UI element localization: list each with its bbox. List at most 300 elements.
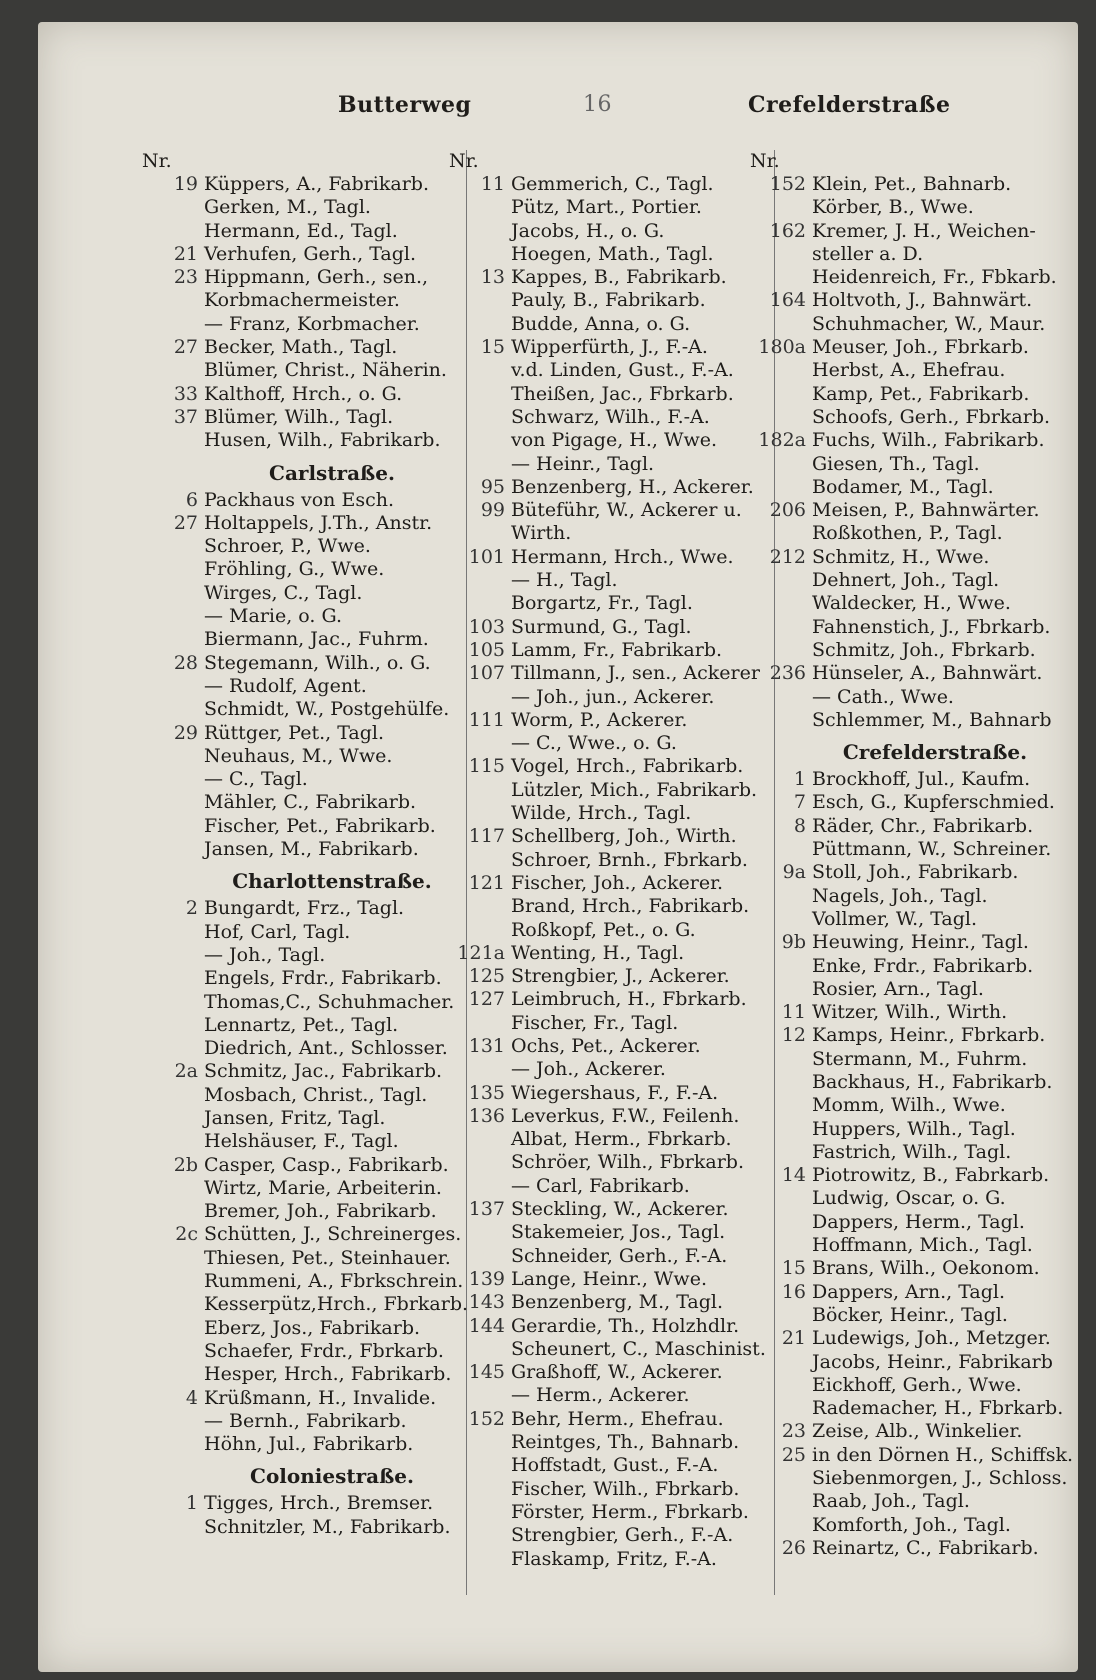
resident-entry: Stegemann, Wilh., o. G.	[204, 651, 431, 674]
resident-entry: Dehnert, Joh., Tagl.	[812, 569, 1000, 592]
resident-entry: Husen, Wilh., Fabrikarb.	[204, 429, 441, 452]
directory-entry	[750, 1141, 1080, 1164]
resident-entry: Lamm, Fr., Fabrikarb.	[511, 638, 723, 661]
directory-entry	[449, 1151, 779, 1174]
resident-entry: Albat, Herm., Fbrkarb.	[511, 1128, 732, 1151]
resident-entry: Benzenberg, H., Ackerer.	[511, 475, 754, 498]
house-number: 6	[185, 488, 198, 511]
house-number: 105	[468, 638, 505, 661]
directory-entry	[750, 196, 1080, 219]
directory-entry	[449, 616, 779, 639]
house-number: 236	[769, 662, 806, 685]
house-number: 152	[769, 173, 806, 195]
resident-entry: Packhaus von Esch.	[204, 488, 394, 511]
resident-entry: Wirtz, Marie, Arbeiterin.	[204, 1176, 442, 1199]
directory-entry	[750, 592, 1080, 615]
directory-entry	[750, 768, 1080, 791]
directory-entry	[449, 872, 779, 895]
directory-entry	[750, 173, 1080, 196]
directory-entry	[750, 1094, 1080, 1117]
resident-entry: Ochs, Pet., Ackerer.	[511, 1034, 701, 1057]
resident-entry: Meuser, Joh., Fbrkarb.	[812, 336, 1029, 359]
directory-entry	[750, 1397, 1080, 1420]
house-number: 9b	[781, 931, 806, 954]
resident-entry: Theißen, Jac., Fbrkarb.	[511, 382, 734, 405]
house-number: 15	[480, 336, 505, 359]
resident-entry: Giesen, Th., Tagl.	[812, 452, 980, 475]
resident-entry: Wiegershaus, F., F.-A.	[511, 1081, 719, 1104]
resident-entry: Thomas,C., Schuhmacher.	[204, 990, 455, 1013]
resident-entry: Jacobs, H., o. G.	[511, 219, 665, 242]
directory-entry	[750, 1048, 1080, 1071]
resident-entry: steller a. D.	[812, 242, 924, 265]
resident-entry: Pauly, B., Fabrikarb.	[511, 289, 706, 312]
directory-entry	[449, 313, 779, 336]
house-number: 111	[468, 708, 505, 731]
directory-entry	[449, 476, 779, 499]
directory-entry	[142, 1516, 482, 1539]
resident-entry: Becker, Math., Tagl.	[204, 336, 398, 359]
house-number: 137	[468, 1198, 505, 1221]
directory-entry	[449, 499, 779, 522]
directory-entry	[449, 220, 779, 243]
resident-entry: — C., Wwe., o. G.	[511, 732, 677, 755]
resident-entry: Blümer, Wilh., Tagl.	[204, 405, 394, 428]
resident-entry: Schmitz, H., Wwe.	[812, 545, 990, 568]
directory-entry	[449, 1268, 779, 1291]
resident-entry: Siebenmorgen, J., Schloss.	[812, 1467, 1068, 1490]
resident-entry: Höhn, Jul., Fabrikarb.	[204, 1433, 414, 1456]
directory-entry	[449, 965, 779, 988]
directory-entry	[142, 815, 482, 838]
resident-entry: Schwarz, Wilh., F.-A.	[511, 405, 710, 428]
directory-entry	[750, 1211, 1080, 1234]
resident-entry: Fastrich, Wilh., Tagl.	[812, 1140, 1012, 1163]
directory-entry	[142, 582, 482, 605]
resident-entry: Eickhoff, Gerh., Wwe.	[812, 1373, 1022, 1396]
resident-entry: Heidenreich, Fr., Fbkarb.	[812, 266, 1057, 289]
house-number: 144	[468, 1314, 505, 1337]
house-number: 107	[468, 662, 505, 685]
directory-entry	[142, 745, 482, 768]
directory-entry	[449, 1245, 779, 1268]
resident-entry: Schellberg, Joh., Wirth.	[511, 825, 737, 848]
directory-entry	[142, 359, 482, 382]
resident-entry: Raab, Joh., Tagl.	[812, 1490, 970, 1513]
resident-entry: Schroer, Brnh., Fbrkarb.	[511, 848, 748, 871]
resident-entry: Kremer, J. H., Weichen-	[812, 219, 1036, 242]
directory-entry	[750, 1304, 1080, 1327]
house-number: 37	[173, 405, 198, 428]
directory-entry	[750, 662, 1080, 685]
directory-column-1	[142, 150, 482, 1539]
directory-entry	[142, 1340, 482, 1363]
resident-entry: Surmund, G., Tagl.	[511, 615, 692, 638]
resident-entry: Lange, Heinr., Wwe.	[511, 1267, 707, 1290]
resident-entry: Momm, Wilh., Wwe.	[812, 1094, 1006, 1117]
directory-entry	[449, 1431, 779, 1454]
resident-entry: Küppers, A., Fabrikarb.	[204, 173, 430, 195]
house-number: 1	[185, 1492, 198, 1515]
resident-entry: Tigges, Hrch., Bremser.	[204, 1492, 434, 1515]
page-number: 16	[583, 92, 612, 117]
directory-entry	[750, 931, 1080, 954]
directory-entry	[750, 429, 1080, 452]
directory-entry	[449, 1501, 779, 1524]
directory-entry	[750, 861, 1080, 884]
house-number: 1	[793, 768, 806, 791]
directory-entry	[142, 1247, 482, 1270]
directory-entry	[750, 1257, 1080, 1280]
directory-entry	[142, 535, 482, 558]
directory-entry	[142, 512, 482, 535]
resident-entry: Enke, Frdr., Fabrikarb.	[812, 954, 1034, 977]
directory-entry	[750, 616, 1080, 639]
resident-entry: Krüßmann, H., Invalide.	[204, 1386, 437, 1409]
house-number: 136	[468, 1104, 505, 1127]
directory-entry	[142, 1492, 482, 1515]
directory-entry	[449, 779, 779, 802]
house-number: 11	[480, 173, 505, 195]
directory-entry	[449, 686, 779, 709]
resident-entry: Kalthoff, Hrch., o. G.	[204, 382, 403, 405]
directory-entry	[750, 383, 1080, 406]
resident-entry: Ludewigs, Joh., Metzger.	[812, 1327, 1051, 1350]
resident-entry: Lützler, Mich., Fabrikarb.	[511, 778, 758, 801]
directory-entry	[142, 605, 482, 628]
directory-entry	[142, 722, 482, 745]
resident-entry: Stermann, M., Fuhrm.	[812, 1047, 1028, 1070]
resident-entry: Schnitzler, M., Fabrikarb.	[204, 1515, 451, 1538]
house-number: 4	[185, 1386, 198, 1409]
directory-entry	[449, 266, 779, 289]
directory-entry	[142, 944, 482, 967]
directory-entry	[449, 639, 779, 662]
resident-entry: Wenting, H., Tagl.	[511, 941, 685, 964]
directory-column-3	[750, 150, 1080, 1560]
directory-entry	[750, 220, 1080, 243]
resident-entry: in den Dörnen H., Schiffsk.	[812, 1443, 1074, 1466]
resident-entry: Huppers, Wilh., Tagl.	[812, 1117, 1016, 1140]
house-number: 13	[480, 266, 505, 289]
house-number: 8	[793, 814, 806, 837]
house-number: 11	[781, 1001, 806, 1024]
house-number: 29	[173, 721, 198, 744]
street-heading: Charlottenstraße.	[232, 869, 432, 894]
house-number: 127	[468, 988, 505, 1011]
house-number: 152	[468, 1407, 505, 1430]
directory-entry	[750, 1327, 1080, 1350]
resident-entry: Roßkopf, Pet., o. G.	[511, 918, 696, 941]
house-number: 21	[173, 242, 198, 265]
number-column-header: Nr.	[142, 150, 172, 172]
resident-entry: Hermann, Ed., Tagl.	[204, 219, 398, 242]
directory-entry	[142, 1154, 482, 1177]
resident-entry: Schmidt, W., Postgehülfe.	[204, 698, 450, 721]
house-number: 103	[468, 615, 505, 638]
directory-entry	[142, 313, 482, 336]
directory-entry	[142, 1060, 482, 1083]
resident-entry: — Herm., Ackerer.	[511, 1384, 690, 1407]
resident-entry: — Cath., Wwe.	[812, 685, 954, 708]
directory-entry	[750, 569, 1080, 592]
house-number: 14	[781, 1164, 806, 1187]
resident-entry: Jansen, M., Fabrikarb.	[204, 838, 419, 861]
directory-entry	[449, 1012, 779, 1035]
resident-entry: Ludwig, Oscar, o. G.	[812, 1187, 1006, 1210]
directory-entry	[449, 802, 779, 825]
directory-entry	[750, 1024, 1080, 1047]
resident-entry: Heuwing, Heinr., Tagl.	[812, 931, 1029, 954]
resident-entry: Neuhaus, M., Wwe.	[204, 744, 393, 767]
directory-entry	[449, 942, 779, 965]
directory-entry	[142, 838, 482, 861]
resident-entry: Rademacher, H., Fbrkarb.	[812, 1397, 1064, 1420]
resident-entry: Bungardt, Frz., Tagl.	[204, 897, 405, 920]
directory-entry	[142, 489, 482, 512]
directory-entry	[449, 383, 779, 406]
resident-entry: Rosier, Arn., Tagl.	[812, 977, 984, 1000]
house-number: 27	[173, 511, 198, 534]
directory-entry	[750, 1351, 1080, 1374]
directory-entry	[449, 825, 779, 848]
directory-entry	[750, 1234, 1080, 1257]
resident-entry: Hoegen, Math., Tagl.	[511, 242, 714, 265]
directory-entry	[750, 289, 1080, 312]
directory-entry	[750, 476, 1080, 499]
resident-entry: Holtvoth, J., Bahnwärt.	[812, 289, 1033, 312]
resident-entry: Meisen, P., Bahnwärter.	[812, 499, 1040, 522]
directory-entry	[142, 1387, 482, 1410]
resident-entry: — Joh., Tagl.	[204, 943, 326, 966]
directory-entry	[142, 173, 482, 196]
directory-entry	[449, 895, 779, 918]
resident-entry: Nagels, Joh., Tagl.	[812, 884, 988, 907]
directory-entry	[142, 1270, 482, 1293]
resident-entry: Strengbier, J., Ackerer.	[511, 965, 730, 988]
resident-entry: — Heinr., Tagl.	[511, 452, 655, 475]
resident-entry: Dappers, Herm., Tagl.	[812, 1210, 1025, 1233]
resident-entry: Biermann, Jac., Fuhrm.	[204, 628, 429, 651]
resident-entry: von Pigage, H., Wwe.	[511, 429, 718, 452]
house-number: 95	[480, 475, 505, 498]
resident-entry: — Carl, Fabrikarb.	[511, 1174, 690, 1197]
house-number: 145	[468, 1361, 505, 1384]
directory-entry	[750, 1001, 1080, 1024]
resident-entry: Schröer, Wilh., Fbrkarb.	[511, 1151, 744, 1174]
resident-entry: Reinartz, C., Fabrikarb.	[812, 1536, 1039, 1559]
directory-entry	[142, 196, 482, 219]
directory-entry	[750, 336, 1080, 359]
house-number: 21	[781, 1327, 806, 1350]
resident-entry: Klein, Pet., Bahnarb.	[812, 173, 1012, 195]
directory-entry	[449, 1315, 779, 1338]
directory-entry	[142, 1293, 482, 1316]
resident-entry: Wirth.	[511, 522, 572, 545]
directory-entry	[449, 1454, 779, 1477]
resident-entry: Rummeni, A., Fbrkschrein.	[204, 1270, 464, 1293]
directory-entry	[750, 1537, 1080, 1560]
resident-entry: — Joh., jun., Ackerer.	[511, 685, 715, 708]
directory-entry	[750, 686, 1080, 709]
house-number: 12	[781, 1024, 806, 1047]
resident-entry: Graßhoff, W., Ackerer.	[511, 1361, 723, 1384]
directory-entry	[142, 768, 482, 791]
resident-entry: Brand, Hrch., Fabrikarb.	[511, 895, 750, 918]
directory-entry	[750, 243, 1080, 266]
house-number: 164	[769, 289, 806, 312]
resident-entry: Herbst, A., Ehefrau.	[812, 359, 1006, 382]
resident-entry: Hesper, Hrch., Fabrikarb.	[204, 1363, 452, 1386]
house-number: 115	[468, 755, 505, 778]
directory-entry	[449, 1035, 779, 1058]
resident-entry: Schmitz, Joh., Fbrkarb.	[812, 638, 1036, 661]
house-number: 212	[769, 545, 806, 568]
resident-entry: Schütten, J., Schreinerges.	[204, 1223, 462, 1246]
directory-entry	[142, 967, 482, 990]
resident-entry: Eberz, Jos., Fabrikarb.	[204, 1316, 421, 1339]
directory-entry	[449, 1361, 779, 1384]
directory-entry	[750, 791, 1080, 814]
resident-entry: Püttmann, W., Schreiner.	[812, 838, 1052, 861]
resident-entry: Schoofs, Gerh., Fbrkarb.	[812, 405, 1051, 428]
directory-entry	[750, 709, 1080, 732]
house-number: 117	[468, 825, 505, 848]
resident-entry: — Bernh., Fabrikarb.	[204, 1409, 407, 1432]
resident-entry: Holtappels, J.Th., Anstr.	[204, 511, 433, 534]
directory-entry	[449, 173, 779, 196]
resident-entry: Backhaus, H., Fabrikarb.	[812, 1070, 1053, 1093]
directory-entry	[142, 1014, 482, 1037]
directory-entry	[750, 453, 1080, 476]
resident-entry: Kappes, B., Fabrikarb.	[511, 266, 727, 289]
directory-entry	[750, 1187, 1080, 1210]
directory-entry	[449, 522, 779, 545]
resident-entry: Strengbier, Gerh., F.-A.	[511, 1524, 734, 1547]
directory-entry	[142, 266, 482, 289]
resident-entry: Fischer, Fr., Tagl.	[511, 1011, 679, 1034]
directory-entry	[142, 628, 482, 651]
resident-entry: Borgartz, Fr., Tagl.	[511, 592, 693, 615]
directory-entry	[750, 1281, 1080, 1304]
directory-entry	[750, 838, 1080, 861]
resident-entry: Leimbruch, H., Fbrkarb.	[511, 988, 747, 1011]
directory-entry	[750, 1444, 1080, 1467]
resident-entry: Mosbach, Christ., Tagl.	[204, 1083, 428, 1106]
house-number: 180a	[758, 336, 806, 359]
resident-entry: Komforth, Joh., Tagl.	[812, 1513, 1011, 1536]
directory-entry	[449, 1175, 779, 1198]
house-number: 25	[781, 1443, 806, 1466]
resident-entry: Steckling, W., Ackerer.	[511, 1198, 729, 1221]
resident-entry: Fischer, Joh., Ackerer.	[511, 871, 724, 894]
resident-entry: Benzenberg, M., Tagl.	[511, 1291, 724, 1314]
resident-entry: Schlemmer, M., Bahnarb	[812, 708, 1052, 731]
directory-entry	[750, 908, 1080, 931]
resident-entry: Verhufen, Gerh., Tagl.	[204, 242, 417, 265]
resident-entry: Wipperfürth, J., F.-A.	[511, 336, 708, 359]
directory-entry	[142, 336, 482, 359]
resident-entry: Schroer, P., Wwe.	[204, 535, 371, 558]
directory-entry	[750, 1374, 1080, 1397]
directory-entry	[449, 709, 779, 732]
directory-entry	[449, 289, 779, 312]
resident-entry: Fröhling, G., Wwe.	[204, 558, 385, 581]
house-number: 2a	[174, 1060, 198, 1083]
directory-entry	[449, 849, 779, 872]
directory-entry	[142, 1433, 482, 1456]
directory-entry	[750, 546, 1080, 569]
resident-entry: Thiesen, Pet., Steinhauer.	[204, 1246, 451, 1269]
directory-entry	[750, 1118, 1080, 1141]
directory-entry	[449, 988, 779, 1011]
directory-entry	[750, 1071, 1080, 1094]
resident-entry: Vollmer, W., Tagl.	[812, 907, 978, 930]
directory-entry	[449, 406, 779, 429]
street-heading: Crefelderstraße.	[842, 740, 1028, 765]
header-right-street: Crefelderstraße	[748, 92, 951, 118]
resident-entry: Gerardie, Th., Holzhdlr.	[511, 1314, 740, 1337]
number-column-header: Nr.	[449, 150, 479, 172]
directory-entry	[449, 1384, 779, 1407]
directory-entry	[750, 955, 1080, 978]
directory-entry	[142, 243, 482, 266]
directory-entry	[142, 1363, 482, 1386]
directory-entry	[449, 243, 779, 266]
number-column-header: Nr.	[750, 150, 780, 172]
house-number: 2c	[175, 1223, 198, 1246]
directory-entry	[449, 569, 779, 592]
directory-entry	[449, 755, 779, 778]
house-number: 23	[173, 266, 198, 289]
resident-entry: Scheunert, C., Maschinist.	[511, 1337, 766, 1360]
directory-entry	[142, 383, 482, 406]
resident-entry: Büteführ, W., Ackerer u.	[511, 499, 742, 522]
resident-entry: Casper, Casp., Fabrikarb.	[204, 1153, 449, 1176]
resident-entry: v.d. Linden, Gust., F.-A.	[511, 359, 734, 382]
house-number: 101	[468, 545, 505, 568]
house-number: 26	[781, 1536, 806, 1559]
resident-entry: Zeise, Alb., Winkelier.	[812, 1420, 1023, 1443]
resident-entry: Böcker, Heinr., Tagl.	[812, 1303, 1008, 1326]
directory-entry	[750, 266, 1080, 289]
directory-entry	[142, 1177, 482, 1200]
directory-entry	[449, 1338, 779, 1361]
directory-entry	[142, 675, 482, 698]
directory-entry	[750, 522, 1080, 545]
resident-entry: Tillmann, J., sen., Ackerer	[511, 662, 760, 685]
house-number: 121	[468, 871, 505, 894]
directory-entry	[750, 1490, 1080, 1513]
directory-entry	[449, 453, 779, 476]
resident-entry: Hippmann, Gerh., sen.,	[204, 266, 429, 289]
resident-entry: Vogel, Hrch., Fabrikarb.	[511, 755, 744, 778]
resident-entry: Leverkus, F.W., Feilenh.	[511, 1104, 740, 1127]
resident-entry: Kamps, Heinr., Fbrkarb.	[812, 1024, 1046, 1047]
resident-entry: Rüttger, Pet., Tagl.	[204, 721, 385, 744]
directory-entry	[142, 1410, 482, 1433]
house-number: 27	[173, 336, 198, 359]
directory-entry	[750, 815, 1080, 838]
directory-entry	[750, 1164, 1080, 1187]
resident-entry: Lennartz, Pet., Tagl.	[204, 1013, 399, 1036]
directory-entry	[750, 885, 1080, 908]
directory-entry	[750, 499, 1080, 522]
house-number: 16	[781, 1280, 806, 1303]
directory-entry	[142, 1317, 482, 1340]
resident-entry: Bremer, Joh., Fabrikarb.	[204, 1200, 437, 1223]
resident-entry: Piotrowitz, B., Fabrkarb.	[812, 1164, 1050, 1187]
